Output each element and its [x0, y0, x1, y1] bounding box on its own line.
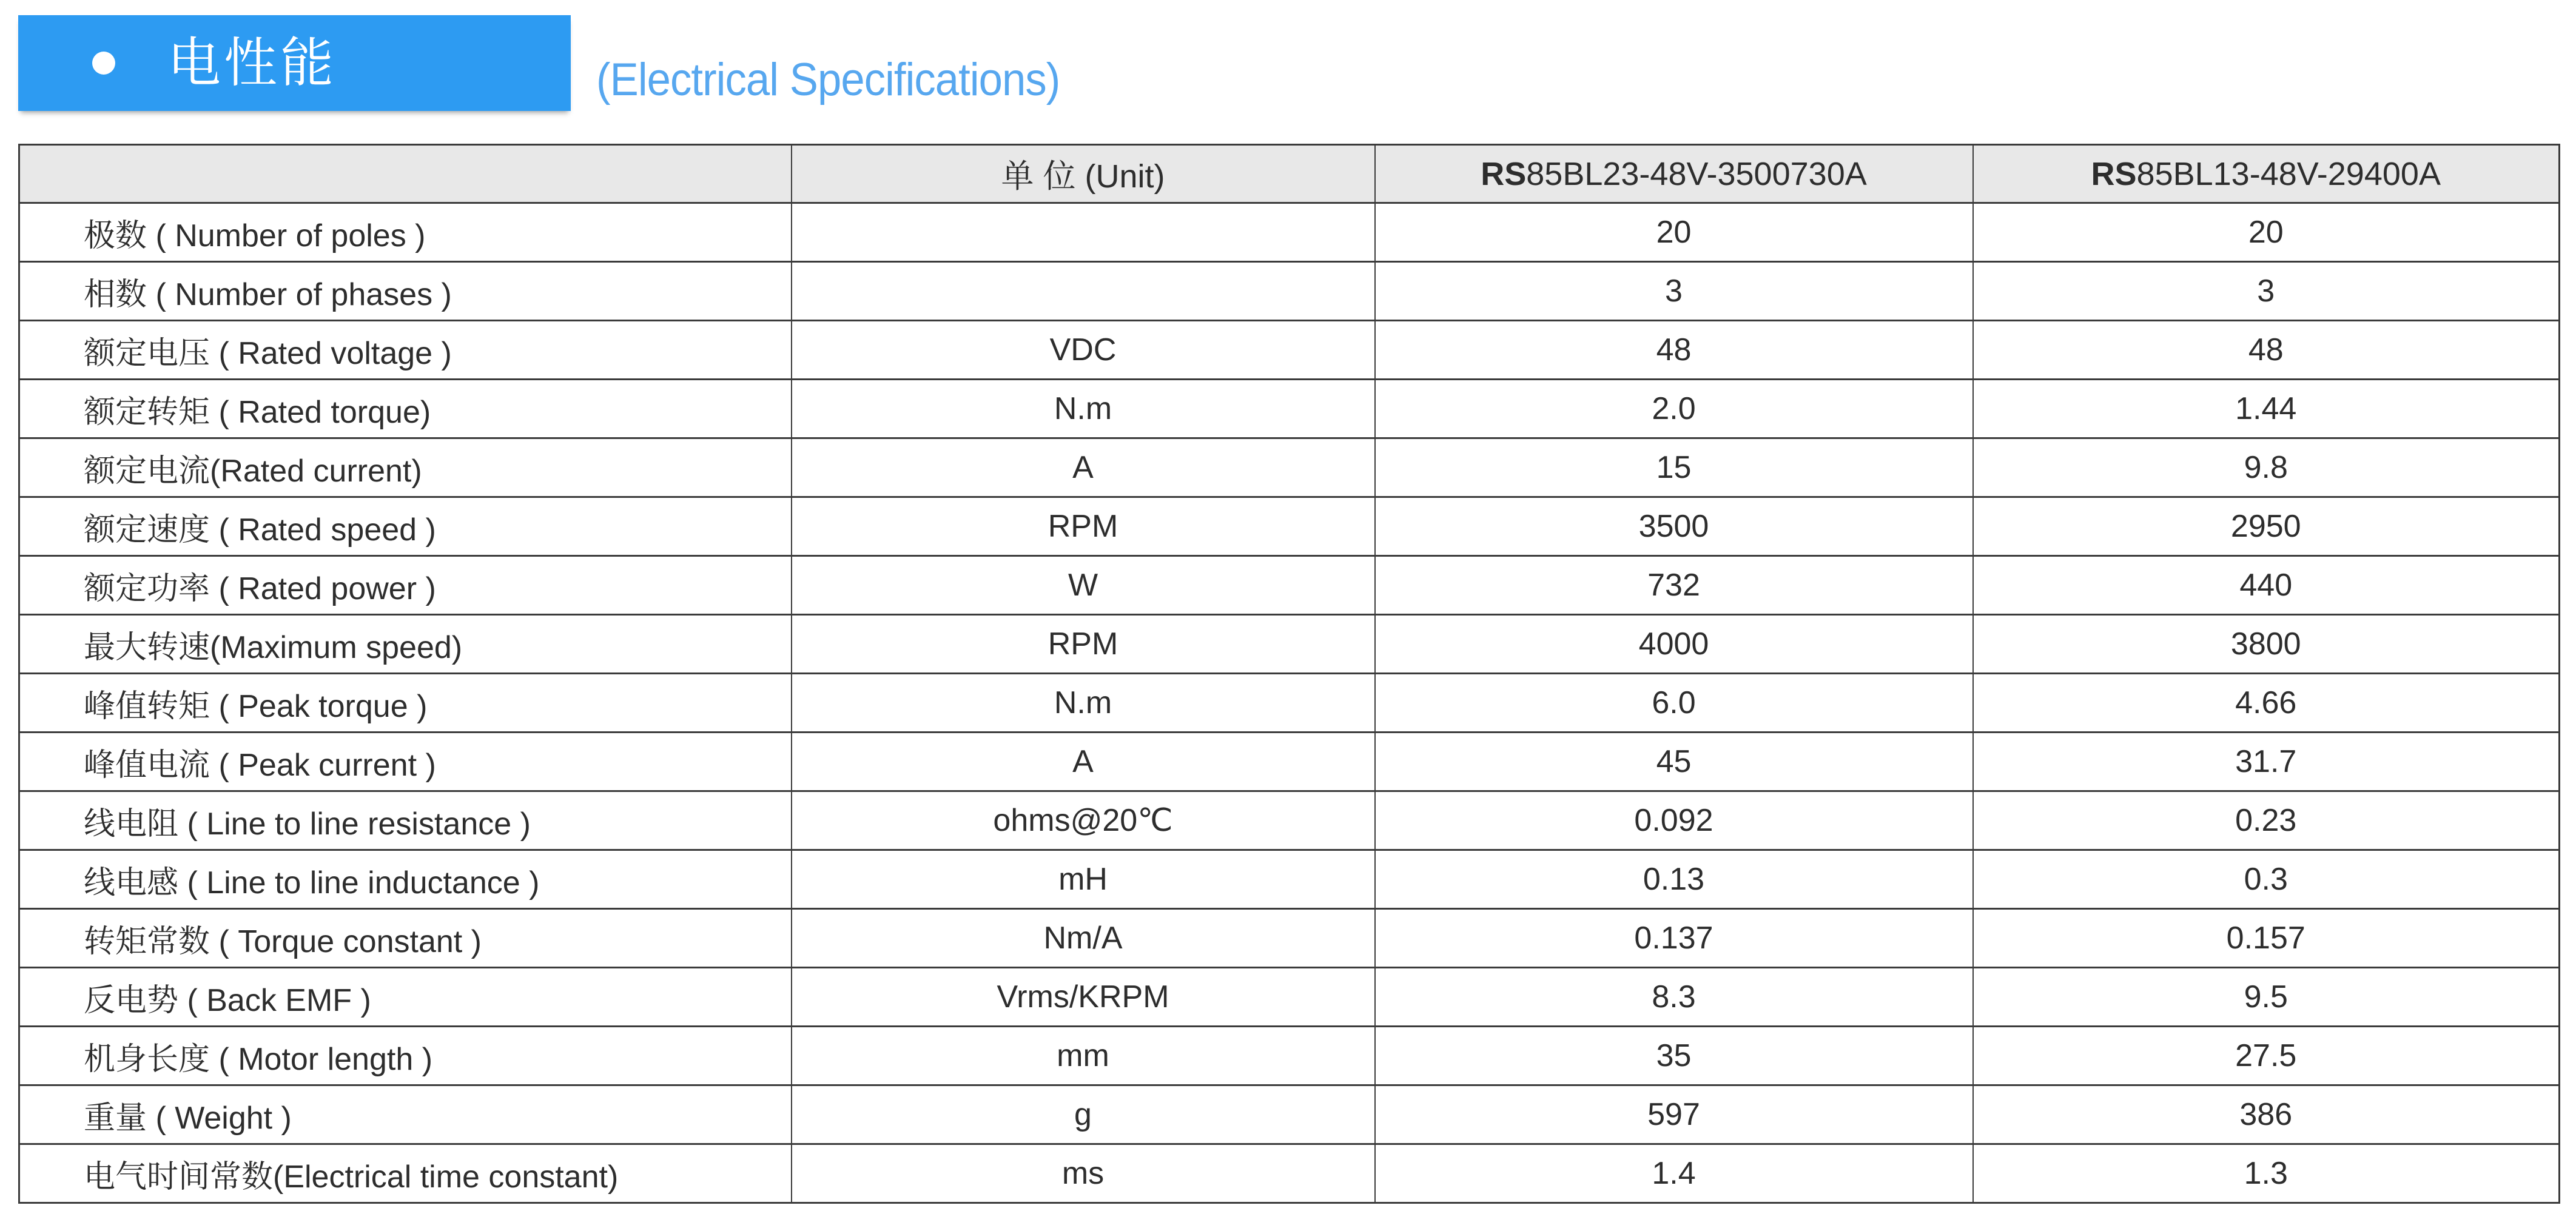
- model1-value-cell: 597: [1375, 1085, 1973, 1144]
- param-cell: 重量 ( Weight ): [19, 1085, 792, 1144]
- model2-value-cell: 0.157: [1973, 909, 2560, 968]
- model2-value-cell: 4.66: [1973, 674, 2560, 733]
- param-cell: 额定速度 ( Rated speed ): [19, 497, 792, 556]
- model2-value-cell: 0.3: [1973, 850, 2560, 909]
- header-model1-cell: RS85BL23-48V-3500730A: [1375, 145, 1973, 203]
- param-cell: 反电势 ( Back EMF ): [19, 968, 792, 1027]
- table-row: [19, 791, 2560, 850]
- model2-value-cell: 1.3: [1973, 1144, 2560, 1203]
- table-row: [19, 380, 2560, 438]
- header-row: [19, 145, 2560, 203]
- model1-value-cell: 48: [1375, 321, 1973, 380]
- param-cell: 极数 ( Number of poles ): [19, 203, 792, 262]
- model1-value-cell: 732: [1375, 556, 1973, 615]
- table-row: [19, 850, 2560, 909]
- model1-value-cell: 4000: [1375, 615, 1973, 674]
- param-cell: 相数 ( Number of phases ): [19, 262, 792, 321]
- unit-cell: N.m: [792, 380, 1375, 438]
- model1-value-cell: 3500: [1375, 497, 1973, 556]
- table-row: [19, 1144, 2560, 1203]
- header-unit-cell: 单 位 (Unit): [792, 145, 1375, 203]
- table-row: [19, 438, 2560, 497]
- unit-cell: RPM: [792, 615, 1375, 674]
- unit-cell: [792, 203, 1375, 262]
- table-row: [19, 497, 2560, 556]
- model1-value-cell: 8.3: [1375, 968, 1973, 1027]
- model2-value-cell: 3800: [1973, 615, 2560, 674]
- spec-table: [18, 144, 2560, 1204]
- model2-value-cell: 20: [1973, 203, 2560, 262]
- unit-cell: VDC: [792, 321, 1375, 380]
- model1-value-cell: 2.0: [1375, 380, 1973, 438]
- table-row: [19, 733, 2560, 791]
- model1-value-cell: 0.13: [1375, 850, 1973, 909]
- model2-value-cell: 3: [1973, 262, 2560, 321]
- table-row: [19, 321, 2560, 380]
- model1-value-cell: 45: [1375, 733, 1973, 791]
- param-cell: 最大转速(Maximum speed): [19, 615, 792, 674]
- param-cell: 线电感 ( Line to line inductance ): [19, 850, 792, 909]
- model2-value-cell: 31.7: [1973, 733, 2560, 791]
- param-cell: 额定电流(Rated current): [19, 438, 792, 497]
- param-cell: 线电阻 ( Line to line resistance ): [19, 791, 792, 850]
- unit-cell: ms: [792, 1144, 1375, 1203]
- unit-cell: A: [792, 438, 1375, 497]
- model1-value-cell: 0.137: [1375, 909, 1973, 968]
- unit-cell: g: [792, 1085, 1375, 1144]
- section-banner: [18, 15, 571, 111]
- param-cell: 额定功率 ( Rated power ): [19, 556, 792, 615]
- model2-value-cell: 2950: [1973, 497, 2560, 556]
- unit-cell: mH: [792, 850, 1375, 909]
- model1-value-cell: 15: [1375, 438, 1973, 497]
- model1-value-cell: 1.4: [1375, 1144, 1973, 1203]
- table-row: [19, 968, 2560, 1027]
- model2-value-cell: 9.5: [1973, 968, 2560, 1027]
- table-row: [19, 909, 2560, 968]
- unit-cell: ohms@20℃: [792, 791, 1375, 850]
- table-row: [19, 203, 2560, 262]
- model1-value-cell: 0.092: [1375, 791, 1973, 850]
- bullet-icon: [92, 52, 115, 75]
- model2-value-cell: 9.8: [1973, 438, 2560, 497]
- param-cell: 额定电压 ( Rated voltage ): [19, 321, 792, 380]
- section-title: 电性能: [167, 33, 337, 93]
- unit-cell: [792, 262, 1375, 321]
- param-cell: 机身长度 ( Motor length ): [19, 1027, 792, 1085]
- unit-cell: A: [792, 733, 1375, 791]
- param-cell: 额定转矩 ( Rated torque): [19, 380, 792, 438]
- model2-value-cell: 386: [1973, 1085, 2560, 1144]
- model1-value-cell: 3: [1375, 262, 1973, 321]
- unit-cell: Vrms/KRPM: [792, 968, 1375, 1027]
- param-cell: 电气时间常数(Electrical time constant): [19, 1144, 792, 1203]
- section-subtitle: (Electrical Specifications): [596, 54, 1060, 106]
- unit-cell: W: [792, 556, 1375, 615]
- spec-table-header: [19, 145, 2560, 203]
- unit-cell: mm: [792, 1027, 1375, 1085]
- table-row: [19, 674, 2560, 733]
- param-cell: 峰值转矩 ( Peak torque ): [19, 674, 792, 733]
- param-cell: 转矩常数 ( Torque constant ): [19, 909, 792, 968]
- table-row: [19, 615, 2560, 674]
- unit-cell: Nm/A: [792, 909, 1375, 968]
- param-cell: 峰值电流 ( Peak current ): [19, 733, 792, 791]
- model2-value-cell: 27.5: [1973, 1027, 2560, 1085]
- spec-table-body: [19, 203, 2560, 1203]
- table-row: [19, 1085, 2560, 1144]
- model2-value-cell: 440: [1973, 556, 2560, 615]
- table-row: [19, 262, 2560, 321]
- header-model2-cell: RS85BL13-48V-29400A: [1973, 145, 2560, 203]
- unit-cell: RPM: [792, 497, 1375, 556]
- model2-value-cell: 1.44: [1973, 380, 2560, 438]
- table-row: [19, 556, 2560, 615]
- model1-value-cell: 6.0: [1375, 674, 1973, 733]
- header-param-cell: [19, 145, 792, 203]
- model1-value-cell: 20: [1375, 203, 1973, 262]
- model2-value-cell: 48: [1973, 321, 2560, 380]
- model1-value-cell: 35: [1375, 1027, 1973, 1085]
- model2-value-cell: 0.23: [1973, 791, 2560, 850]
- table-row: [19, 1027, 2560, 1085]
- unit-cell: N.m: [792, 674, 1375, 733]
